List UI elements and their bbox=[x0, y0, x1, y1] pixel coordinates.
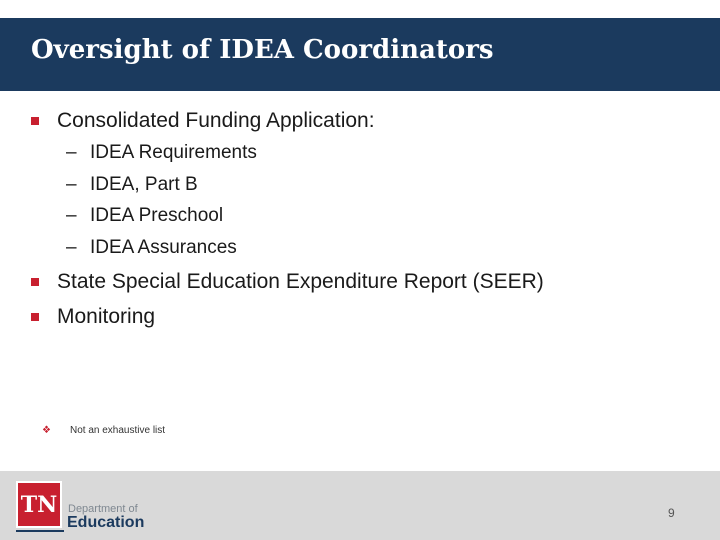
sub-item bbox=[66, 205, 223, 227]
sub-item bbox=[66, 174, 198, 196]
page-number: 9 bbox=[668, 506, 675, 520]
bullet-text: Consolidated Funding Application: bbox=[57, 109, 375, 132]
sub-item-text: IDEA, Part B bbox=[90, 174, 198, 195]
footnote-text: Not an exhaustive list bbox=[70, 425, 166, 436]
tn-logo-text: TN bbox=[20, 492, 58, 518]
bullet-item-seer bbox=[31, 270, 544, 294]
sub-item bbox=[66, 142, 257, 164]
sub-item-text: IDEA Assurances bbox=[90, 237, 237, 258]
sub-item-text: IDEA Preschool bbox=[90, 205, 224, 226]
tn-logo-box bbox=[16, 481, 62, 528]
dash-icon: – bbox=[66, 237, 77, 258]
bullet-item-consolidated-funding bbox=[31, 109, 375, 133]
bullet-text: Monitoring bbox=[57, 305, 156, 328]
footnote bbox=[42, 425, 165, 436]
bullet-item-monitoring bbox=[31, 305, 155, 329]
education-text: Education bbox=[67, 514, 145, 531]
logo-underline bbox=[16, 530, 64, 532]
sub-item-text: IDEA Requirements bbox=[90, 142, 257, 163]
square-bullet-icon bbox=[31, 313, 39, 321]
square-bullet-icon bbox=[31, 278, 39, 286]
sub-item bbox=[66, 237, 237, 259]
diamond-bullet-icon: ❖ bbox=[42, 425, 51, 436]
tn-education-logo bbox=[16, 481, 151, 535]
dash-icon: – bbox=[66, 205, 77, 226]
bullet-text: State Special Education Expenditure Report (SEER) bbox=[57, 270, 544, 293]
dash-icon: – bbox=[66, 142, 77, 163]
square-bullet-icon bbox=[31, 117, 39, 125]
department-text: Department of bbox=[68, 503, 138, 515]
dash-icon: – bbox=[66, 174, 77, 195]
slide-title: Oversight of IDEA Coordinators bbox=[31, 35, 494, 65]
